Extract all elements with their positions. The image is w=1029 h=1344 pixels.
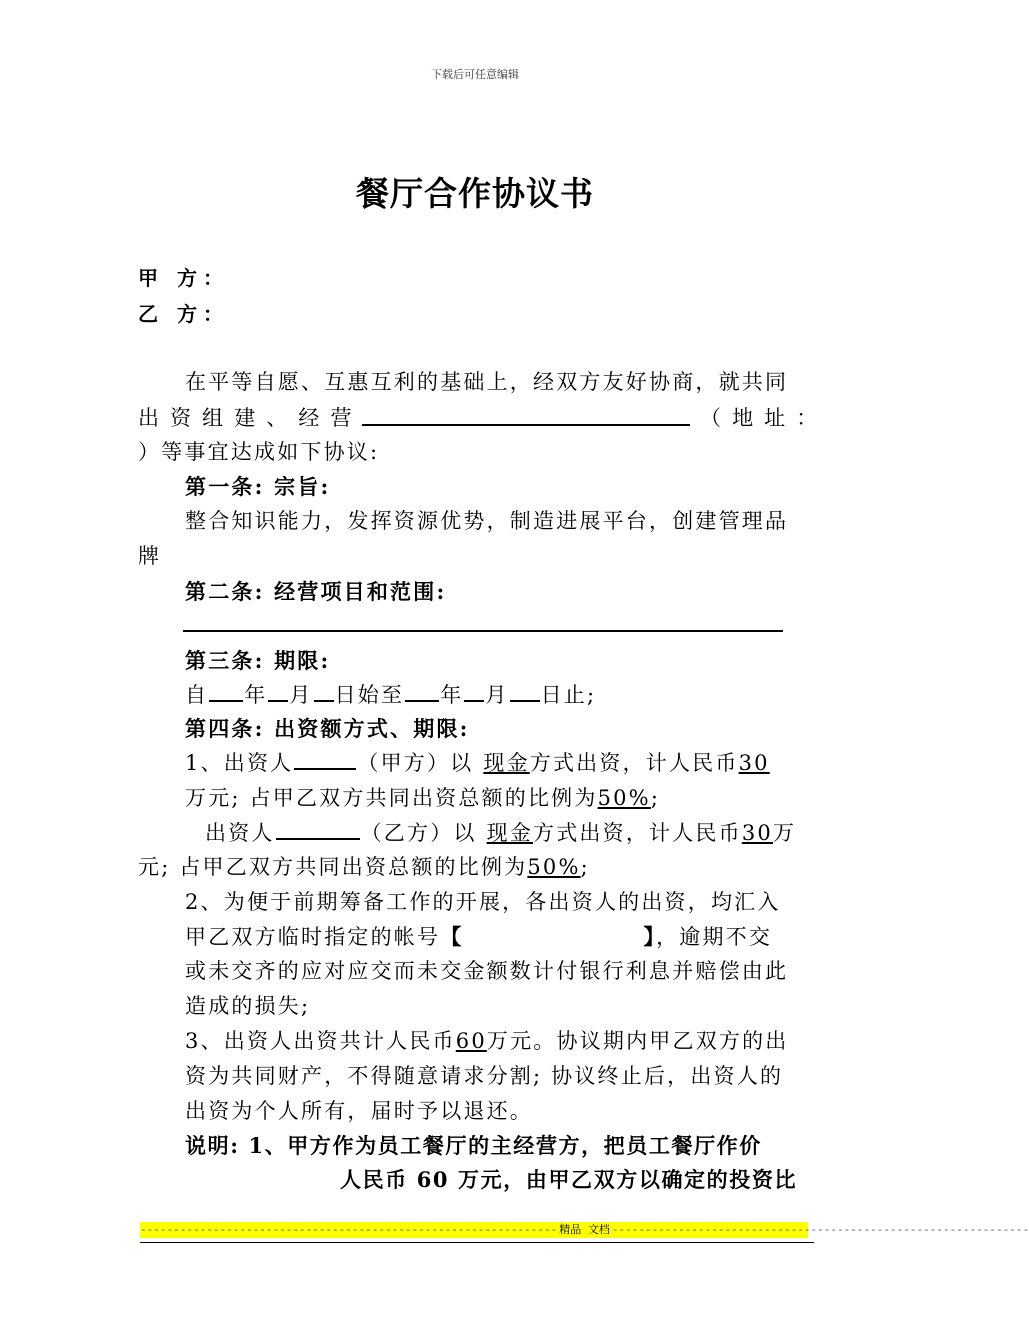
footer-dashes-right: --------------------------------------------------------------- xyxy=(611,1223,1029,1236)
ratio-b-end: ; xyxy=(580,855,590,879)
mode-text-b: 方式出资，计人民币 xyxy=(533,821,742,845)
term-day-to: 日始至 xyxy=(334,683,405,707)
clause-2-line-3: 或未交齐的应对应交而未交金额数计付银行利息并赔偿由此 xyxy=(185,959,789,983)
party-a-mode-label: （甲方）以 xyxy=(357,751,474,775)
ratio-a: 50% xyxy=(597,786,651,810)
contribution-a-line-1 xyxy=(185,747,770,777)
start-month-blank xyxy=(268,680,288,702)
term-end: 日止; xyxy=(540,683,597,707)
article-1-title: 第一条: 宗旨: xyxy=(185,474,331,499)
article-3-title: 第三条: 期限: xyxy=(185,648,331,673)
mode-text: 方式出资，计人民币 xyxy=(529,751,739,775)
intro-line-2-end: （ 地 址 ： xyxy=(700,406,820,430)
intro-line-3: ）等事宜达成如下协议: xyxy=(138,440,380,464)
bracket-close: 】 xyxy=(643,924,657,949)
clause-3-line-2: 资为共同财产，不得随意请求分割; 协议终止后，出资人的 xyxy=(185,1064,784,1088)
term-year-2: 年 xyxy=(440,683,464,707)
clause-3-line-1 xyxy=(185,1025,789,1055)
document-title: 餐厅合作协议书 xyxy=(356,174,594,213)
ratio-a-end: ; xyxy=(650,786,661,810)
contribution-a-line-2 xyxy=(185,782,660,812)
term-month-2: 月 xyxy=(485,683,509,707)
amount-b: 30 xyxy=(741,821,773,845)
term-month-1: 月 xyxy=(289,683,313,707)
ratio-text: 万元; 占甲乙双方共同出资总额的比例为 xyxy=(185,786,598,810)
investor-label: 1、出资人 xyxy=(185,751,294,775)
header-note: 下载后可任意编辑 xyxy=(431,68,519,81)
total-amount: 60 xyxy=(455,1029,487,1053)
footer-banner xyxy=(140,1222,1029,1238)
total-text-end: 万元。协议期内甲乙双方的出 xyxy=(486,1029,789,1053)
start-day-blank xyxy=(314,680,334,702)
party-a-label: 甲 方： xyxy=(138,266,229,290)
business-scope-blank xyxy=(183,610,783,632)
investor-b-label: 出资人 xyxy=(205,821,275,845)
bracket-open: 【 xyxy=(440,924,464,949)
overdue-text: ，逾期不交 xyxy=(656,925,773,949)
start-year-blank xyxy=(209,680,243,702)
clause-2-line-4: 造成的损失; xyxy=(185,994,311,1018)
contribution-b-line-1 xyxy=(205,817,796,847)
investor-a-blank xyxy=(294,748,356,770)
contribution-b-line-2 xyxy=(138,851,590,881)
end-year-blank xyxy=(405,680,439,702)
cash-underlined-b: 现金 xyxy=(486,821,534,845)
clause-2-line-1: 2、为便于前期筹备工作的开展，各出资人的出资，均汇入 xyxy=(185,890,781,914)
end-month-blank xyxy=(464,680,484,702)
ratio-b: 50% xyxy=(527,855,581,879)
term-from: 自 xyxy=(185,683,209,707)
note-line-2: 人民币 60 万元，由甲乙双方以确定的投资比 xyxy=(340,1167,798,1192)
amount-b-unit: 万 xyxy=(772,821,797,845)
clause-3-line-3: 出资为个人所有，届时予以退还。 xyxy=(185,1099,533,1123)
footer-dashes-left: --------------------------------------------------------------- xyxy=(140,1223,558,1236)
article-4-title: 第四条: 出资额方式、期限: xyxy=(185,716,470,741)
article-1-body-2: 牌 xyxy=(138,544,162,568)
footer-center-text: 精品 文档 xyxy=(559,1223,610,1236)
ratio-text-b: 元; 占甲乙双方共同出资总额的比例为 xyxy=(138,855,528,879)
amount-a: 30 xyxy=(738,751,770,775)
footer-rule xyxy=(140,1242,814,1243)
end-day-blank xyxy=(510,680,540,702)
account-text: 甲乙双方临时指定的帐号 xyxy=(185,925,441,949)
term-line xyxy=(185,679,596,709)
intro-line-1: 在平等自愿、互惠互利的基础上，经双方友好协商，就共同 xyxy=(185,370,789,394)
term-year-1: 年 xyxy=(244,683,268,707)
party-b-mode-label: （乙方）以 xyxy=(360,821,477,845)
party-b-label: 乙 方： xyxy=(138,302,229,326)
cash-underlined: 现金 xyxy=(483,751,530,775)
article-1-body-1: 整合知识能力，发挥资源优势，制造进展平台，创建管理品 xyxy=(185,509,789,533)
business-name-blank xyxy=(362,402,690,426)
intro-line-2-start: 出 资 组 建 、 经 营 xyxy=(138,406,354,430)
article-2-title: 第二条: 经营项目和范围: xyxy=(185,579,447,604)
note-line-1: 说明: 1、甲方作为员工餐厅的主经营方，把员工餐厅作价 xyxy=(185,1133,762,1158)
investor-b-blank xyxy=(276,818,360,840)
clause-2-line-2 xyxy=(185,921,772,951)
total-text: 3、出资人出资共计人民币 xyxy=(185,1029,456,1053)
